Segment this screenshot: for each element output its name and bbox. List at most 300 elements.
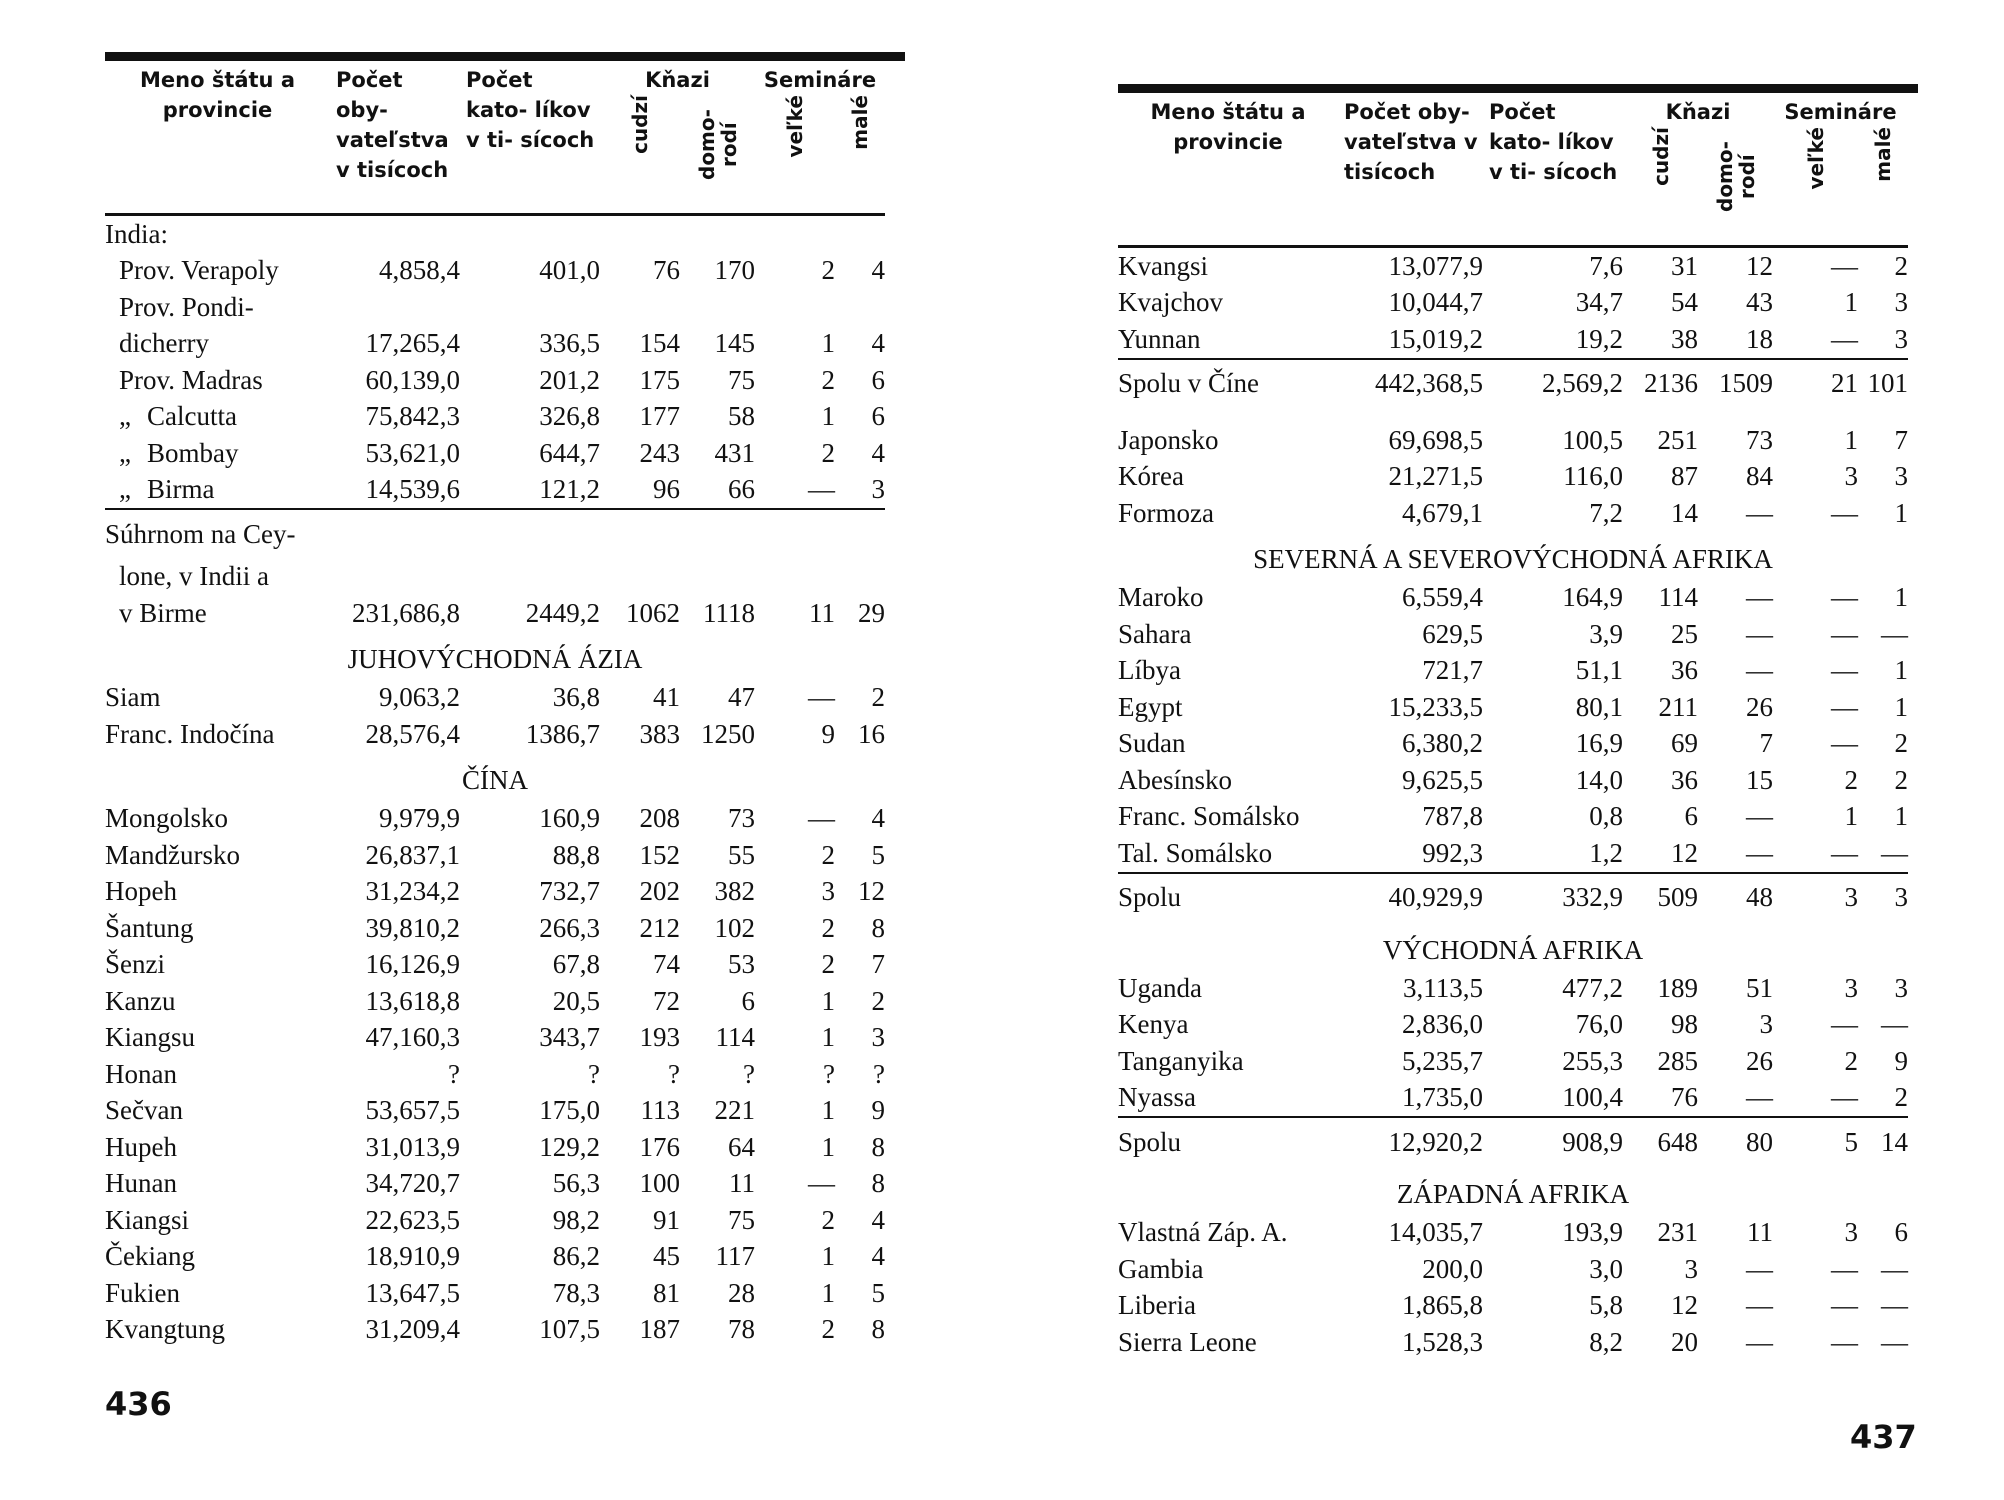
row-name: Spolu v Číne [1118,359,1338,409]
cell-seminaries-major: — [1831,837,1858,868]
table-row [1118,835,1908,873]
cell-priests-foreign: 91 [653,1204,680,1235]
cell-seminaries-minor: 3 [1894,461,1908,492]
cell-seminaries-minor: 9 [871,1095,885,1126]
cell-population: 22,623,5 [365,1204,460,1235]
cell-catholics: 100,4 [1562,1082,1623,1113]
statistics-table-right [1118,97,1908,1361]
cell-population: 21,271,5 [1388,461,1483,492]
row-name: Formoza [1118,497,1214,528]
cell-seminaries-minor: 1 [1894,691,1908,722]
cell-population: 69,698,5 [1388,424,1483,455]
section-title: JUHOVÝCHODNÁ ÁZIA [347,644,643,674]
cell-priests-foreign: 243 [639,437,680,468]
cell-catholics: 332,9 [1483,873,1623,923]
row-name: Mongolsko [105,803,229,834]
cell-population: 4,858,4 [379,255,460,286]
cell-priests-foreign: 45 [653,1241,680,1272]
cell-priests-native: — [1746,497,1773,528]
cell-seminaries-major: 3 [1773,873,1858,923]
row-name: Kenya [1118,1009,1189,1040]
header-seminaries-minor: malé [1871,127,1895,182]
cell-priests-foreign: 74 [653,949,680,980]
top-rule [1118,84,1918,93]
cell-priests-native: 58 [728,401,755,432]
cell-seminaries-minor: 2 [1894,764,1908,795]
header-name: Meno štátu a provincie [139,68,295,122]
cell-catholics: 908,9 [1483,1117,1623,1167]
cell-population: 31,013,9 [365,1131,460,1162]
table-row [1118,1215,1908,1252]
cell-catholics: 78,3 [552,1277,600,1308]
row-name: Hunan [105,1168,177,1199]
cell-seminaries-minor: — [1881,618,1908,649]
cell-priests-native: 26 [1746,1045,1773,1076]
cell-seminaries-major: 3 [1844,972,1858,1003]
row-name: Nyassa [1118,1082,1196,1113]
cell-priests-native: 117 [715,1241,755,1272]
header-seminaries-major: veľké [783,95,807,158]
cell-seminaries-minor: — [1881,1290,1908,1321]
cell-priests-native: 26 [1746,691,1773,722]
table-row [105,1093,885,1130]
cell-seminaries-major: — [1831,497,1858,528]
cell-catholics: ? [588,1058,600,1089]
cell-population: 1,865,8 [1402,1290,1483,1321]
cell-priests-foreign: 69 [1671,728,1698,759]
cell-population: 34,720,7 [365,1168,460,1199]
cell-catholics: 56,3 [552,1168,600,1199]
cell-priests-native: 47 [728,682,755,713]
table-row [105,1275,885,1312]
cell-priests-native: 3 [1759,1009,1773,1040]
cell-catholics: 88,8 [552,839,600,870]
cell-catholics: 19,2 [1575,323,1623,354]
cell-seminaries-major: — [1831,1253,1858,1284]
cell-priests-native: — [1746,582,1773,613]
row-name: „ Bombay [119,437,239,468]
cell-catholics: 326,8 [539,401,600,432]
cell-seminaries-minor: 7 [1894,424,1908,455]
cell-priests-foreign: 509 [1623,873,1698,923]
row-name: Spolu [1118,873,1338,923]
cell-population: 12,920,2 [1338,1117,1483,1167]
cell-priests-native: 15 [1746,764,1773,795]
cell-catholics: 107,5 [539,1314,600,1345]
cell-catholics: 644,7 [539,437,600,468]
cell-seminaries-minor: ? [873,1058,885,1089]
cell-seminaries-major: 1 [821,401,835,432]
cell-priests-native: 170 [714,255,755,286]
cell-seminaries-minor: 8 [871,1314,885,1345]
cell-seminaries-minor: 4 [871,1204,885,1235]
cell-catholics: 20,5 [552,985,600,1016]
cell-seminaries-major: 2 [821,255,835,286]
cell-population: 18,910,9 [365,1241,460,1272]
row-name: Sahara [1118,618,1192,649]
cell-priests-native: 48 [1698,873,1773,923]
row-name: Šantung [105,912,194,943]
cell-priests-foreign: 189 [1657,972,1698,1003]
row-name: Vlastná Záp. A. [1118,1217,1288,1248]
table-row [105,801,885,838]
cell-population: 9,063,2 [379,682,460,713]
header-seminaries: Semináre [763,68,877,92]
cell-catholics: 16,9 [1575,728,1623,759]
cell-priests-foreign: 87 [1671,461,1698,492]
statistics-table-left [105,65,885,1348]
cell-population: 2,836,0 [1402,1009,1483,1040]
cell-seminaries-major: 2 [821,364,835,395]
table-row [105,983,885,1020]
cell-priests-native: 18 [1746,323,1773,354]
cell-priests-foreign: 193 [639,1022,680,1053]
cell-seminaries-major: 9 [821,718,835,749]
row-name: Čekiang [105,1241,195,1272]
row-name: Líbya [1118,655,1181,686]
cell-seminaries-major: — [1831,655,1858,686]
cell-population: 53,657,5 [365,1095,460,1126]
cell-priests-foreign: 36 [1671,764,1698,795]
cell-priests-native: 43 [1746,287,1773,318]
cell-seminaries-minor: 3 [1894,323,1908,354]
cell-seminaries-major: — [1831,582,1858,613]
cell-priests-foreign: 176 [639,1131,680,1162]
cell-seminaries-major: — [1831,1326,1858,1357]
cell-priests-foreign: 114 [1658,582,1698,613]
cell-priests-native: 1118 [703,597,755,628]
cell-seminaries-minor: 3 [1894,972,1908,1003]
table-row [1118,495,1908,532]
table-row [1118,970,1908,1007]
label-row [105,215,885,253]
table-row [105,1312,885,1349]
cell-seminaries-major: ? [823,1058,835,1089]
row-name: „ Birma [119,474,215,505]
row-name: Fukien [105,1277,181,1308]
cell-priests-foreign: 152 [639,839,680,870]
cell-catholics: 34,7 [1575,287,1623,318]
cell-population: 75,842,3 [365,401,460,432]
table-row [1118,653,1908,690]
row-name: Prov. Pondi- [119,291,254,322]
cell-population: 15,233,5 [1388,691,1483,722]
row-name: Šenzi [105,949,165,980]
section-title: ČÍNA [462,765,528,795]
cell-priests-native: 221 [714,1095,755,1126]
cell-priests-native: 51 [1746,972,1773,1003]
cell-catholics: 401,0 [539,255,600,286]
cell-population: 9,625,5 [1402,764,1483,795]
section-title: VÝCHODNÁ AFRIKA [1382,934,1644,965]
cell-priests-foreign: 231 [1657,1217,1698,1248]
row-name: Franc. Somálsko [1118,801,1300,832]
cell-seminaries-major: 1 [821,1022,835,1053]
left-page [105,52,905,1348]
label-row [105,559,885,596]
table-row [1118,873,1908,923]
cell-priests-native: 66 [728,474,755,505]
cell-priests-foreign: 25 [1671,618,1698,649]
cell-priests-native: 78 [728,1314,755,1345]
cell-priests-foreign: 38 [1671,323,1698,354]
cell-priests-foreign: 2136 [1623,359,1698,409]
cell-seminaries-major: — [1831,691,1858,722]
row-name: Kvajchov [1118,287,1223,318]
cell-priests-foreign: 113 [640,1095,680,1126]
table-row [1118,1043,1908,1080]
row-name: Kvangtung [105,1314,225,1345]
header-seminaries-major: veľké [1803,127,1828,190]
row-name: Siam [105,682,161,713]
cell-priests-foreign: 31 [1671,250,1698,281]
cell-population: 200,0 [1422,1253,1483,1284]
cell-catholics: 343,7 [539,1022,600,1053]
cell-catholics: 8,2 [1589,1326,1623,1357]
section-heading [1118,532,1908,580]
cell-catholics: 67,8 [552,949,600,980]
table-row [1118,1288,1908,1325]
cell-priests-native: 75 [728,1204,755,1235]
cell-catholics: 3,9 [1589,618,1623,649]
cell-population: 47,160,3 [365,1022,460,1053]
cell-catholics: 76,0 [1575,1009,1623,1040]
header-priests-foreign: cudzí [1648,127,1673,186]
row-name: Tal. Somálsko [1118,837,1273,868]
ditto-mark: „ [119,401,131,432]
cell-seminaries-minor: 8 [871,1168,885,1199]
cell-seminaries-minor: 4 [871,437,885,468]
header-seminaries: Semináre [1784,100,1897,124]
cell-priests-native: 12 [1746,250,1773,281]
cell-priests-foreign: 383 [639,718,680,749]
cell-catholics: 193,9 [1562,1217,1623,1248]
cell-population: 10,044,7 [1388,287,1483,318]
cell-catholics: 1386,7 [525,718,600,749]
cell-seminaries-minor: 8 [871,1131,885,1162]
cell-seminaries-major: 1 [1844,801,1858,832]
table-row [105,435,885,472]
cell-catholics: 5,8 [1589,1290,1623,1321]
table-row [1118,247,1908,285]
cell-catholics: 160,9 [539,803,600,834]
header-catholics: Počet kato- líkov v ti- sícoch [1489,100,1618,184]
row-name: Kiangsi [105,1204,189,1235]
cell-catholics: 3,0 [1589,1253,1623,1284]
cell-priests-native: 28 [728,1277,755,1308]
row-name: Sečvan [105,1095,183,1126]
cell-seminaries-minor: 4 [871,328,885,359]
cell-priests-native: ? [743,1058,755,1089]
table-row [105,1056,885,1093]
cell-seminaries-major: 1 [821,985,835,1016]
cell-seminaries-minor: 1 [1894,582,1908,613]
cell-population: 6,559,4 [1402,582,1483,613]
cell-priests-native: — [1746,1253,1773,1284]
cell-priests-native: 6 [741,985,755,1016]
table-row [1118,1251,1908,1288]
row-name: Súhrnom na Cey- [105,509,885,559]
cell-catholics: 2449,2 [525,597,600,628]
row-name: Liberia [1118,1290,1196,1321]
row-name: Abesínsko [1118,764,1232,795]
cell-priests-foreign: 14 [1671,497,1698,528]
section-title: ZÁPADNÁ AFRIKA [1396,1179,1630,1209]
cell-seminaries-minor: 2 [1894,250,1908,281]
cell-priests-foreign: 54 [1671,287,1698,318]
cell-seminaries-minor: 2 [1894,728,1908,759]
cell-seminaries-minor: — [1881,837,1908,868]
cell-population: 1,528,3 [1402,1326,1483,1357]
cell-seminaries-minor: 3 [1858,873,1908,923]
row-name: Mandžursko [105,839,240,870]
table-row [105,1166,885,1203]
table-row [1118,359,1908,409]
cell-catholics: 1,2 [1589,837,1623,868]
row-name: Yunnan [1118,323,1201,354]
row-name: Japonsko [1118,424,1219,455]
cell-seminaries-major: — [1831,323,1858,354]
cell-priests-foreign: 36 [1671,655,1698,686]
cell-priests-native: — [1746,618,1773,649]
cell-priests-foreign: 41 [653,682,680,713]
cell-priests-foreign: 96 [653,474,680,505]
table-body-left [105,215,885,1349]
cell-seminaries-major: 11 [809,597,835,628]
header-name: Meno štátu a provincie [1150,100,1306,154]
spacer-row [1118,408,1908,422]
cell-population: 17,265,4 [365,328,460,359]
cell-population: 5,235,7 [1402,1045,1483,1076]
table-body-right [1118,247,1908,1361]
cell-seminaries-minor: 6 [871,364,885,395]
cell-population: 721,7 [1422,655,1483,686]
cell-priests-native: 75 [728,364,755,395]
cell-catholics: 266,3 [539,912,600,943]
cell-catholics: 0,8 [1589,801,1623,832]
table-row [1118,321,1908,359]
cell-seminaries-minor: 101 [1858,359,1908,409]
row-name: Egypt [1118,691,1183,722]
cell-priests-native: 11 [1747,1217,1773,1248]
cell-priests-foreign: 212 [639,912,680,943]
cell-seminaries-minor: 1 [1894,497,1908,528]
cell-seminaries-major: 2 [821,912,835,943]
cell-population: 31,209,4 [365,1314,460,1345]
cell-seminaries-minor: 8 [871,912,885,943]
row-name: lone, v Indii a [119,561,269,592]
cell-priests-native: — [1746,801,1773,832]
cell-population: 442,368,5 [1338,359,1483,409]
cell-priests-native: 55 [728,839,755,870]
cell-population: 1,735,0 [1402,1082,1483,1113]
cell-seminaries-major: 3 [1844,1217,1858,1248]
cell-seminaries-major: 1 [821,328,835,359]
row-name: Gambia [1118,1253,1204,1284]
row-name: Kvangsi [1118,250,1208,281]
ditto-mark: „ [119,474,131,505]
cell-population: 13,077,9 [1388,250,1483,281]
cell-seminaries-minor: 7 [871,949,885,980]
section-heading [105,753,885,801]
row-name: dicherry [119,328,209,359]
table-row [105,1020,885,1057]
cell-population: 13,647,5 [365,1277,460,1308]
table-row [105,1202,885,1239]
cell-catholics: 201,2 [539,364,600,395]
cell-priests-native: — [1746,1290,1773,1321]
page-number-left: 436 [105,1385,172,1423]
header-population: Počet oby- vateľstva v tisícoch [1344,100,1478,184]
cell-priests-foreign: 648 [1623,1117,1698,1167]
cell-seminaries-major: 2 [1844,764,1858,795]
cell-priests-foreign: 202 [639,876,680,907]
row-name: v Birme [119,597,207,628]
cell-priests-foreign: 72 [653,985,680,1016]
cell-population: 3,113,5 [1403,972,1483,1003]
cell-seminaries-major: — [808,1168,835,1199]
table-row [105,399,885,436]
cell-seminaries-minor: 2 [871,682,885,713]
header-priests: Kňazi [1665,100,1731,124]
page-number-right: 437 [1850,1418,1917,1456]
table-row [1118,422,1908,459]
cell-population: 40,929,9 [1338,873,1483,923]
cell-seminaries-major: 1 [821,1095,835,1126]
cell-seminaries-minor: 29 [858,597,885,628]
row-name: Hopeh [105,876,177,907]
table-row [105,595,885,632]
cell-population: 9,979,9 [379,803,460,834]
row-name: Maroko [1118,582,1204,613]
section-heading [1118,922,1908,970]
cell-priests-native: — [1746,1326,1773,1357]
table-row [1118,616,1908,653]
cell-catholics: 80,1 [1575,691,1623,722]
cell-catholics: 14,0 [1575,764,1623,795]
header-catholics: Počet kato- líkov v ti- sícoch [466,68,595,152]
cell-seminaries-minor: 5 [871,1277,885,1308]
cell-seminaries-major: — [1831,1082,1858,1113]
cell-seminaries-major: 2 [821,1204,835,1235]
cell-priests-native: 73 [728,803,755,834]
cell-catholics: 51,1 [1575,655,1623,686]
cell-catholics: 2,569,2 [1483,359,1623,409]
cell-catholics: 7,6 [1589,250,1623,281]
cell-catholics: 175,0 [539,1095,600,1126]
cell-catholics: 36,8 [552,682,600,713]
cell-catholics: 7,2 [1589,497,1623,528]
cell-population: 4,679,1 [1402,497,1483,528]
cell-priests-native: 64 [728,1131,755,1162]
row-name: India: [105,218,168,249]
cell-seminaries-major: 2 [1844,1045,1858,1076]
table-row [105,1129,885,1166]
row-name: „ Calcutta [119,401,237,432]
cell-population: 53,621,0 [365,437,460,468]
cell-priests-foreign: 175 [639,364,680,395]
cell-population: 60,139,0 [365,364,460,395]
cell-seminaries-major: 1 [821,1277,835,1308]
cell-priests-native: 382 [714,876,755,907]
cell-seminaries-minor: 3 [871,1022,885,1053]
table-row [1118,1080,1908,1118]
cell-priests-foreign: 211 [1658,691,1698,722]
row-name: Prov. Verapoly [119,255,279,286]
cell-seminaries-minor: 9 [1894,1045,1908,1076]
cell-seminaries-minor: 3 [871,474,885,505]
cell-priests-native: 114 [715,1022,755,1053]
